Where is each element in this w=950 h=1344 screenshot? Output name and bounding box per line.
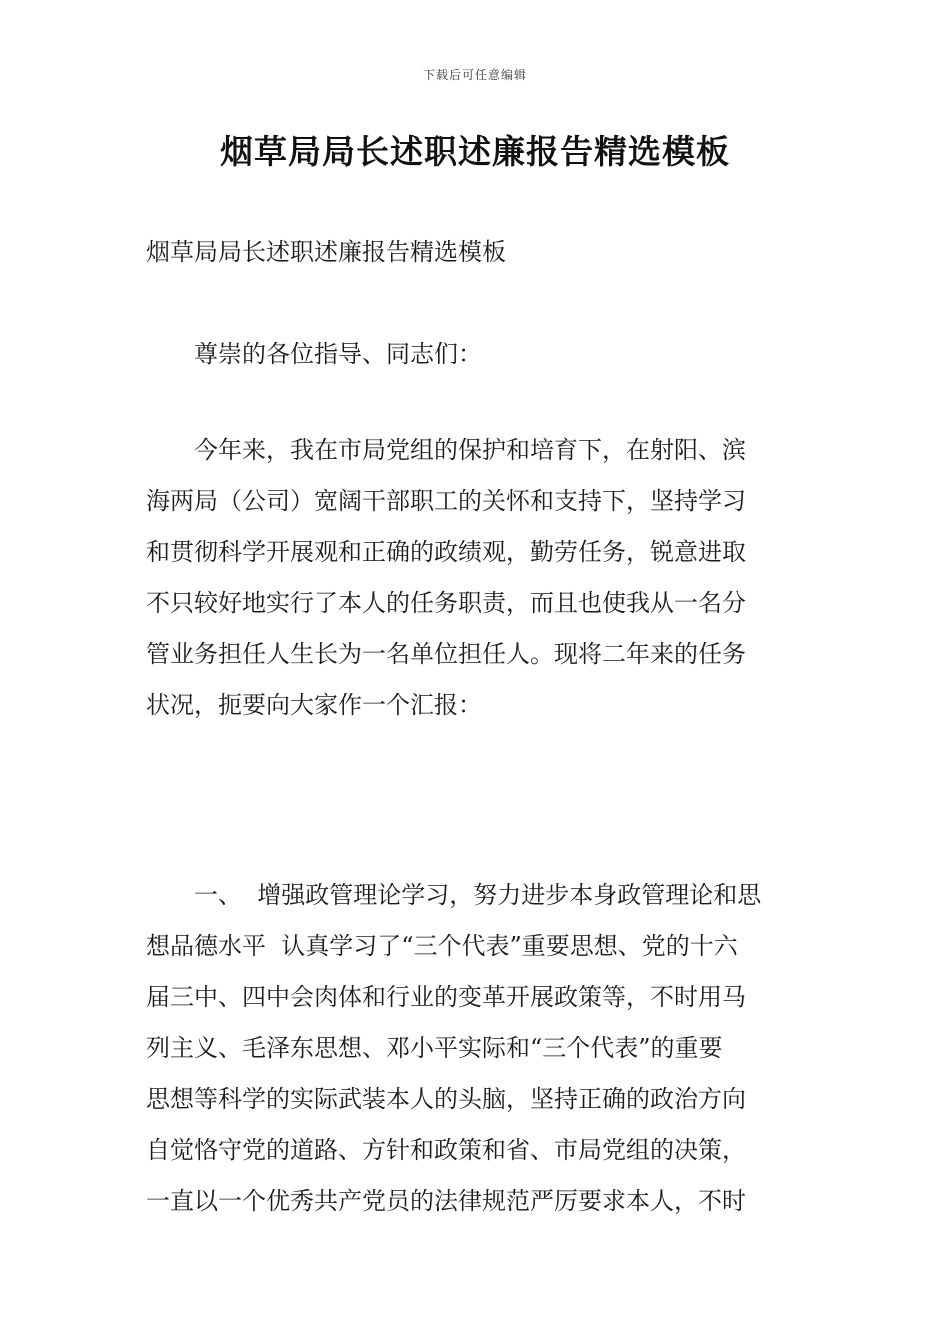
paragraph-line: 不只较好地实行了本人的任务职责，而且也使我从一名分 <box>146 589 746 617</box>
paragraph-intro <box>146 425 810 731</box>
paragraph-line: 思想等科学的实际武装本人的头脑，坚持正确的政治方向 <box>146 1085 746 1113</box>
paragraph-line: 和贯彻科学开展观和正确的政绩观，勤劳任务，锐意进取 <box>146 538 746 566</box>
document-subtitle: 烟草局局长述职述廉报告精选模板 <box>146 238 506 266</box>
paragraph-line: 想品德水平 认真学习了“三个代表”重要思想、党的十六 <box>146 932 738 960</box>
document-title: 烟草局局长述职述廉报告精选模板 <box>220 132 730 171</box>
paragraph-line: 管业务担任人生长为一名单位担任人。现将二年来的任务 <box>146 640 746 668</box>
header-note: 下载后可任意编辑 <box>422 68 527 82</box>
paragraph-line: 一、 增强政管理论学习，努力进步本身政管理论和思 <box>194 881 762 909</box>
salutation: 尊崇的各位指导、同志们： <box>194 340 482 368</box>
paragraph-line: 一直以一个优秀共产党员的法律规范严厉要求本人，不时 <box>146 1187 746 1215</box>
paragraph-line: 海两局（公司）宽阔干部职工的关怀和支持下，坚持学习 <box>146 487 746 515</box>
paragraph-line: 自觉恪守党的道路、方针和政策和省、市局党组的决策， <box>146 1136 746 1164</box>
paragraph-section-one <box>146 870 810 1227</box>
paragraph-line: 列主义、毛泽东思想、邓小平实际和“三个代表”的重要 <box>146 1034 723 1062</box>
paragraph-line: 今年来，我在市局党组的保护和培育下，在射阳、滨 <box>194 436 746 464</box>
paragraph-line: 届三中、四中会肉体和行业的变革开展政策等，不时用马 <box>146 983 746 1011</box>
paragraph-line: 状况，扼要向大家作一个汇报： <box>146 691 482 719</box>
